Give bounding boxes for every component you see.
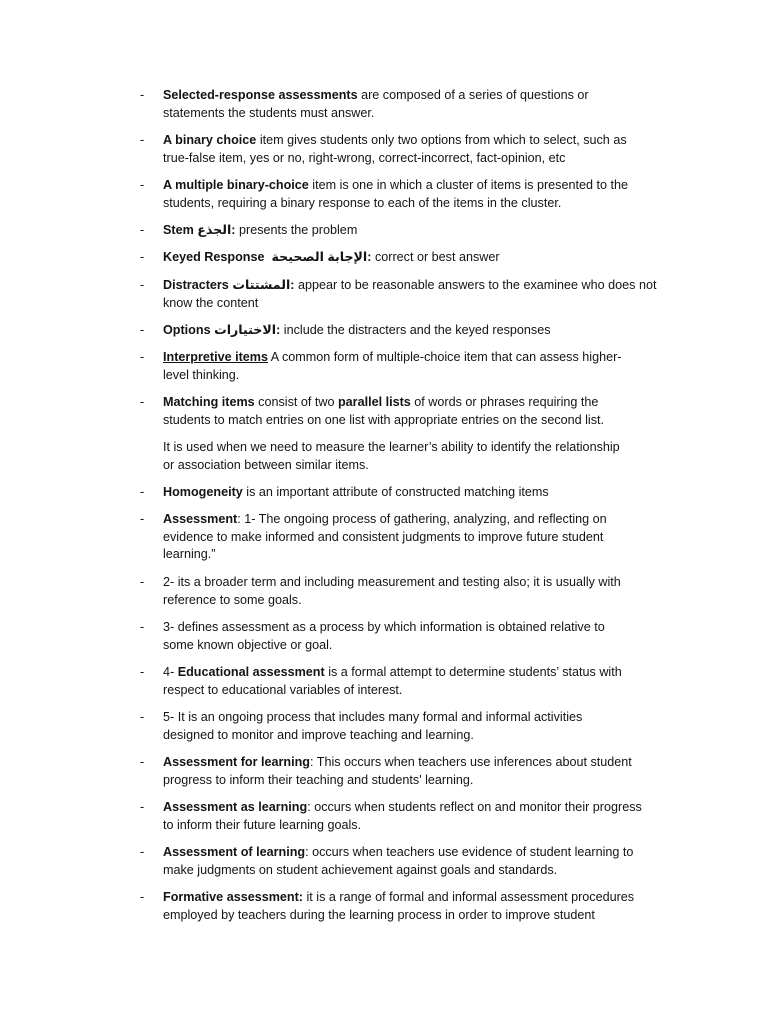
term: Options [163, 323, 211, 337]
term: Distracters [163, 278, 229, 292]
bullet-dash: - [140, 323, 145, 337]
definition: it is a range of formal and informal assessment procedures employed by teachers during the learning process in order to improve student [163, 890, 635, 922]
definition-part: consist of two [254, 395, 338, 409]
definition: : occurs when teachers use evidence of student learning to make judgments on student achievement against goals and standards. [163, 845, 634, 877]
term-underlined: Interpretive items [163, 350, 268, 364]
list-item-text [163, 322, 660, 340]
list-item-text [163, 484, 660, 502]
bullet-dash: - [140, 755, 145, 769]
bullet-dash: - [140, 88, 145, 102]
bullet-dash: - [140, 250, 145, 264]
list-item-text [163, 799, 660, 834]
list-item-text [163, 889, 660, 924]
term: Assessment as learning [163, 800, 308, 814]
definition: : 1- The ongoing process of gathering, analyzing, and reflecting on evidence to make informed and consistent judgments to improve future student learning.” [163, 512, 607, 562]
list-item-text [163, 844, 660, 879]
arabic-term: الجذع [197, 223, 232, 237]
term: Formative assessment: [163, 890, 303, 904]
list-item-text: 3- defines assessment as a process by which information is obtained relative to some known objective or goal. [163, 620, 605, 652]
definition: is a formal attempt to determine students’ status with respect to educational variables of interest. [163, 665, 622, 697]
list-item-text [163, 349, 660, 384]
list-item-text: 2- its a broader term and including measurement and testing also; it is usually with reference to some goals. [163, 575, 621, 607]
arabic-term: الاختيارات [214, 323, 277, 337]
definition: are composed of a series of questions or statements the students must answer. [163, 88, 589, 120]
list-item-text [163, 177, 660, 212]
definition: of words or phrases requiring the students to match entries on one list with appropriate entries on the second list. [163, 395, 605, 427]
list-item-text [163, 132, 660, 167]
term-colon: : [231, 223, 236, 237]
term-colon: : [276, 323, 281, 337]
bullet-dash: - [140, 178, 145, 192]
bullet-dash: - [140, 223, 145, 237]
definition: : This occurs when teachers use inferences about student progress to inform their teaching and students' learning. [163, 755, 632, 787]
bullet-dash: - [140, 133, 145, 147]
bullet-dash: - [140, 575, 145, 589]
list-item-text [163, 511, 660, 564]
bullet-dash: - [140, 395, 145, 409]
list-item-text [163, 249, 660, 267]
list-item-text [163, 754, 660, 789]
bullet-dash: - [140, 665, 145, 679]
bullet-dash: - [140, 620, 145, 634]
definition: correct or best answer [371, 250, 500, 264]
list-item-text [163, 664, 660, 699]
list-item-text [163, 222, 660, 240]
definition: item gives students only two options from which to select, such as true-false item, yes or no, right-wrong, correct-incorrect, fact-opinion, etc [163, 133, 627, 165]
item-prefix: 4- [163, 665, 178, 679]
term: Educational assessment [177, 665, 325, 679]
bullet-dash: - [140, 710, 145, 724]
bullet-dash: - [140, 278, 145, 292]
list-item-text [163, 277, 660, 312]
term-secondary: parallel lists [337, 395, 411, 409]
definition: item is one in which a cluster of items is presented to the students, requiring a binary response to each of the items in the cluster. [163, 178, 628, 210]
definition: is an important attribute of constructed matching items [242, 485, 549, 499]
definition: A common form of multiple-choice item that can assess higher- level thinking. [163, 350, 622, 382]
paragraph-text: It is used when we need to measure the learner’s ability to identify the relationship or association between similar items. [163, 440, 620, 472]
term: Stem [163, 223, 194, 237]
arabic-term: المشتتات [232, 278, 291, 292]
bullet-dash: - [140, 512, 145, 526]
definition: appear to be reasonable answers to the examinee who does not know the content [163, 278, 657, 310]
bullet-dash: - [140, 845, 145, 859]
bullet-dash: - [140, 350, 145, 364]
term: Assessment for learning [163, 755, 310, 769]
term: A multiple binary-choice [163, 178, 309, 192]
list-item-text: 5- It is an ongoing process that includes many formal and informal activities designed to monitor and improve teaching and learning. [163, 710, 583, 742]
list-item-text [163, 87, 660, 122]
term: Matching items [163, 395, 255, 409]
arabic-term: الإجابة الصحيحة [271, 250, 368, 264]
term: Assessment [163, 512, 238, 526]
bullet-dash: - [140, 800, 145, 814]
term-colon: : [290, 278, 295, 292]
definition: : occurs when students reflect on and monitor their progress to inform their future learning goals. [163, 800, 642, 832]
term: Selected-response assessments [163, 88, 358, 102]
bullet-dash: - [140, 890, 145, 904]
definition: presents the problem [235, 223, 358, 237]
list-item-text [163, 394, 660, 429]
term: Homogeneity [163, 485, 243, 499]
term: Keyed Response [163, 250, 265, 264]
bullet-dash: - [140, 485, 145, 499]
term-colon: : [367, 250, 372, 264]
definition: include the distracters and the keyed responses [280, 323, 551, 337]
term: Assessment of learning [163, 845, 306, 859]
term: A binary choice [163, 133, 257, 147]
